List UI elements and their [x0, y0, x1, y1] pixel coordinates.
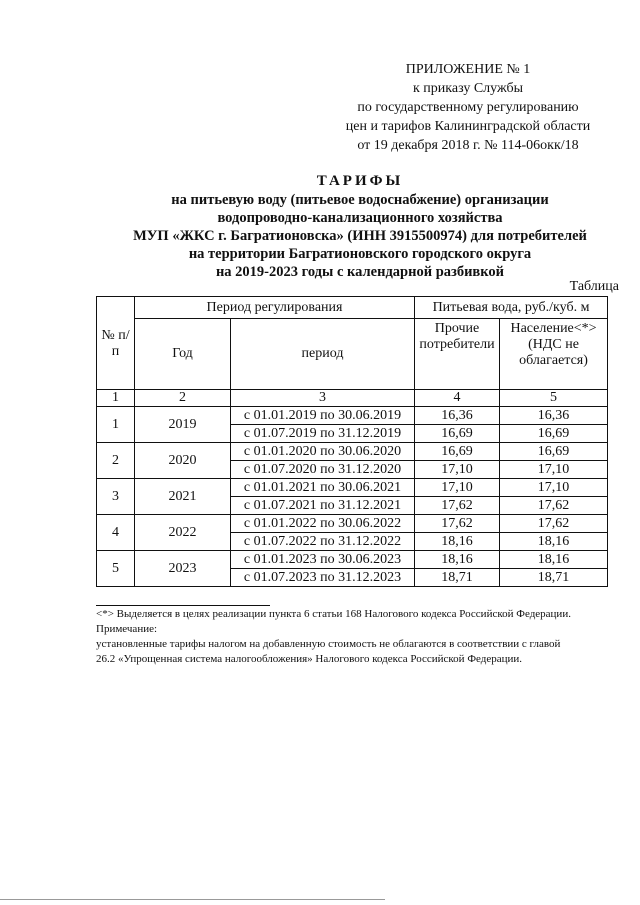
- row-other-tariff: 17,10: [415, 479, 500, 497]
- table-row: [97, 551, 608, 569]
- tariff-table: [96, 296, 608, 587]
- page-bottom-divider: [0, 899, 385, 900]
- row-period: с 01.07.2020 по 31.12.2020: [231, 461, 415, 479]
- row-population-tariff: 17,62: [500, 515, 608, 533]
- appendix-line: ПРИЛОЖЕНИЕ № 1: [405, 62, 531, 77]
- appendix-line: к приказу Службы: [413, 81, 523, 96]
- header-num: № п/п: [97, 297, 135, 390]
- col-number: 2: [135, 390, 231, 407]
- row-period: с 01.07.2021 по 31.12.2021: [231, 497, 415, 515]
- row-population-tariff: 18,16: [500, 551, 608, 569]
- table-row: [97, 515, 608, 533]
- footnote-line: Примечание:: [96, 623, 158, 635]
- row-period: с 01.01.2023 по 30.06.2023: [231, 551, 415, 569]
- row-other-tariff: 16,36: [415, 407, 500, 425]
- row-population-tariff: 16,69: [500, 425, 608, 443]
- appendix-header: [330, 60, 606, 155]
- title-line: водопроводно-канализационного хозяйства: [217, 210, 503, 226]
- footnote-line: установленные тарифы налогом на добавленную стоимость не облагаются в соответствии с главой: [96, 638, 561, 650]
- title-main: ТАРИФЫ: [316, 173, 404, 189]
- appendix-line: цен и тарифов Калининградской области: [345, 119, 591, 134]
- col-number: 5: [500, 390, 608, 407]
- row-other-tariff: 17,10: [415, 461, 500, 479]
- col-number: 4: [415, 390, 500, 407]
- row-population-tariff: 18,16: [500, 533, 608, 551]
- row-population-tariff: 17,10: [500, 479, 608, 497]
- header-population: Население<*> (НДС не облагается): [500, 319, 608, 390]
- table-row: [97, 407, 608, 425]
- row-year: 2020: [135, 443, 231, 479]
- col-number: 1: [97, 390, 135, 407]
- footnote-line: <*> Выделяется в целях реализации пункта 6 статьи 168 Налогового кодекса Российской Федерации.: [96, 608, 571, 620]
- row-num: 3: [97, 479, 135, 515]
- header-period: период: [231, 319, 415, 390]
- row-year: 2023: [135, 551, 231, 587]
- row-other-tariff: 17,62: [415, 497, 500, 515]
- row-num: 2: [97, 443, 135, 479]
- row-period: с 01.01.2021 по 30.06.2021: [231, 479, 415, 497]
- row-population-tariff: 17,10: [500, 461, 608, 479]
- document-title: [80, 172, 640, 281]
- row-period: с 01.07.2019 по 31.12.2019: [231, 425, 415, 443]
- row-population-tariff: 16,36: [500, 407, 608, 425]
- row-year: 2019: [135, 407, 231, 443]
- col-number: 3: [231, 390, 415, 407]
- row-num: 4: [97, 515, 135, 551]
- row-other-tariff: 16,69: [415, 443, 500, 461]
- row-population-tariff: 16,69: [500, 443, 608, 461]
- header-other-consumers: Прочие потребители: [415, 319, 500, 390]
- table-row: [97, 443, 608, 461]
- row-period: с 01.01.2019 по 30.06.2019: [231, 407, 415, 425]
- appendix-line: по государственному регулированию: [357, 100, 579, 115]
- row-year: 2022: [135, 515, 231, 551]
- footnote-line: 26.2 «Упрощенная система налогообложения» Налогового кодекса Российской Федерации.: [96, 653, 523, 665]
- header-water-group: Питьевая вода, руб./куб. м: [415, 297, 608, 319]
- footnotes: [96, 607, 636, 667]
- row-period: с 01.01.2022 по 30.06.2022: [231, 515, 415, 533]
- row-other-tariff: 17,62: [415, 515, 500, 533]
- title-line: на территории Багратионовского городского округа: [188, 246, 532, 262]
- row-period: с 01.01.2020 по 30.06.2020: [231, 443, 415, 461]
- row-period: с 01.07.2022 по 31.12.2022: [231, 533, 415, 551]
- row-population-tariff: 18,71: [500, 569, 608, 587]
- row-num: 1: [97, 407, 135, 443]
- row-other-tariff: 16,69: [415, 425, 500, 443]
- row-other-tariff: 18,71: [415, 569, 500, 587]
- appendix-line: от 19 декабря 2018 г. № 114-06окк/18: [357, 138, 579, 153]
- row-num: 5: [97, 551, 135, 587]
- title-line: МУП «ЖКС г. Багратионовска» (ИНН 3915500974) для потребителей: [133, 228, 587, 244]
- title-line: на питьевую воду (питьевое водоснабжение) организации: [171, 192, 549, 208]
- table-caption: Таблица: [569, 279, 619, 294]
- row-population-tariff: 17,62: [500, 497, 608, 515]
- title-line: на 2019-2023 годы с календарной разбивкой: [215, 264, 505, 280]
- row-period: с 01.07.2023 по 31.12.2023: [231, 569, 415, 587]
- footnote-divider: [96, 605, 270, 606]
- header-year: Год: [135, 319, 231, 390]
- row-other-tariff: 18,16: [415, 551, 500, 569]
- row-year: 2021: [135, 479, 231, 515]
- row-other-tariff: 18,16: [415, 533, 500, 551]
- header-period-group: Период регулирования: [135, 297, 415, 319]
- table-row: [97, 479, 608, 497]
